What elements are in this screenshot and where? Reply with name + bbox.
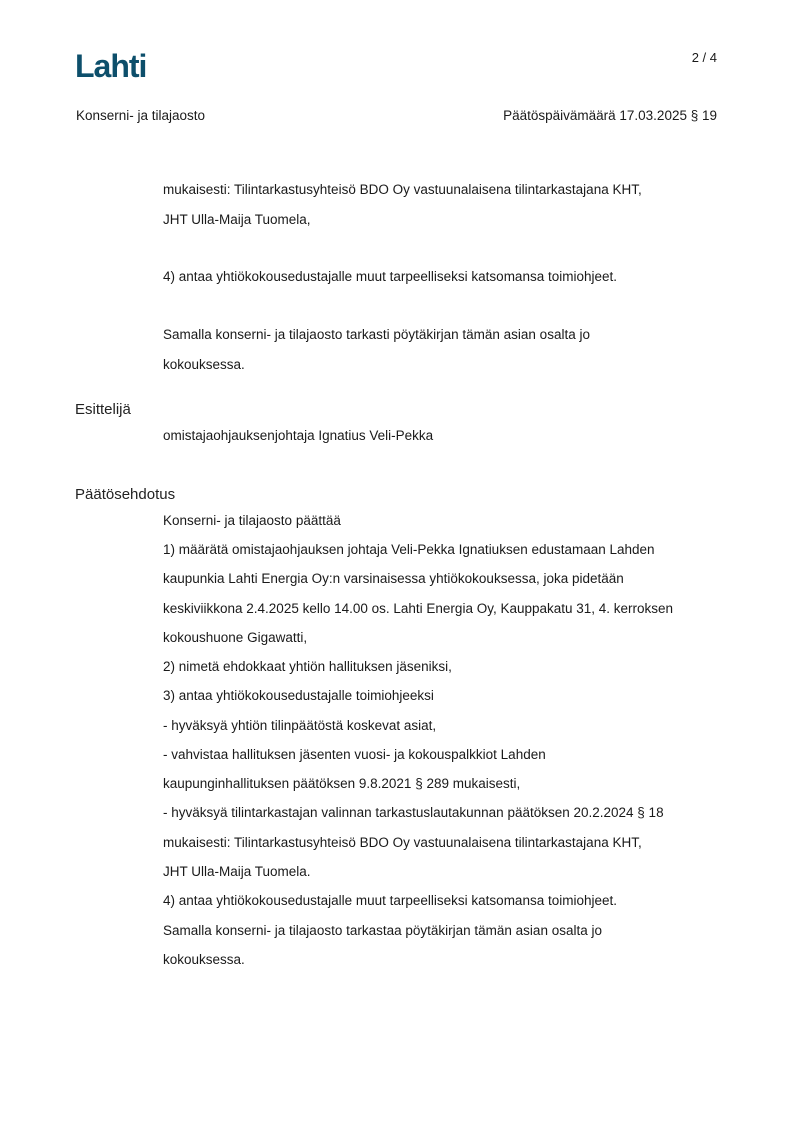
proposal-line: - hyväksyä yhtiön tilinpäätöstä koskevat asiat, bbox=[163, 718, 437, 733]
proposal-line: 3) antaa yhtiökokousedustajalle toimiohjeeksi bbox=[163, 688, 434, 703]
proposal-line: 2) nimetä ehdokkaat yhtiön hallituksen jäseniksi, bbox=[163, 659, 452, 674]
continued-line: Samalla konserni- ja tilajaosto tarkasti pöytäkirjan tämän asian osalta jo bbox=[163, 327, 590, 342]
proposal-line: keskiviikkona 2.4.2025 kello 14.00 os. Lahti Energia Oy, Kauppakatu 31, 4. kerroksen bbox=[163, 601, 674, 616]
lahti-logo bbox=[75, 49, 167, 81]
continued-line: JHT Ulla-Maija Tuomela, bbox=[163, 212, 311, 227]
presenter-name: omistajaohjauksenjohtaja Ignatius Veli-Pekka bbox=[163, 428, 434, 443]
proposal-line: - hyväksyä tilintarkastajan valinnan tarkastuslautakunnan päätöksen 20.2.2024 § 18 bbox=[163, 805, 664, 820]
proposal-line: JHT Ulla-Maija Tuomela. bbox=[163, 864, 311, 879]
proposal-line: kokouksessa. bbox=[163, 952, 245, 967]
proposal-line: Samalla konserni- ja tilajaosto tarkastaa pöytäkirjan tämän asian osalta jo bbox=[163, 923, 602, 938]
proposal-line: Konserni- ja tilajaosto päättää bbox=[163, 513, 341, 528]
proposal-heading: Päätösehdotus bbox=[75, 486, 176, 503]
presenter-heading: Esittelijä bbox=[75, 401, 131, 418]
proposal-line: kokoushuone Gigawatti, bbox=[163, 630, 308, 645]
proposal-line: 4) antaa yhtiökokousedustajalle muut tarpeelliseksi katsomansa toimiohjeet. bbox=[163, 893, 617, 908]
page-number: 2 / 4 bbox=[691, 50, 717, 65]
proposal-line: 1) määrätä omistajaohjauksen johtaja Veli-Pekka Ignatiuksen edustamaan Lahden bbox=[163, 542, 655, 557]
proposal-line: mukaisesti: Tilintarkastusyhteisö BDO Oy vastuunalaisena tilintarkastajana KHT, bbox=[163, 835, 642, 850]
committee-name: Konserni- ja tilajaosto bbox=[76, 108, 206, 123]
proposal-line: kaupunginhallituksen päätöksen 9.8.2021 § 289 mukaisesti, bbox=[163, 776, 521, 791]
decision-date: Päätöspäivämäärä 17.03.2025 § 19 bbox=[503, 108, 717, 123]
continued-line: 4) antaa yhtiökokousedustajalle muut tarpeelliseksi katsomansa toimiohjeet. bbox=[163, 269, 617, 284]
proposal-line: - vahvistaa hallituksen jäsenten vuosi- ja kokouspalkkiot Lahden bbox=[163, 747, 546, 762]
continued-line: kokouksessa. bbox=[163, 357, 245, 372]
continued-line: mukaisesti: Tilintarkastusyhteisö BDO Oy vastuunalaisena tilintarkastajana KHT, bbox=[163, 182, 642, 197]
proposal-line: kaupunkia Lahti Energia Oy:n varsinaisessa yhtiökokouksessa, joka pidetään bbox=[163, 571, 624, 586]
logo-wordmark: Lahti bbox=[75, 49, 147, 81]
